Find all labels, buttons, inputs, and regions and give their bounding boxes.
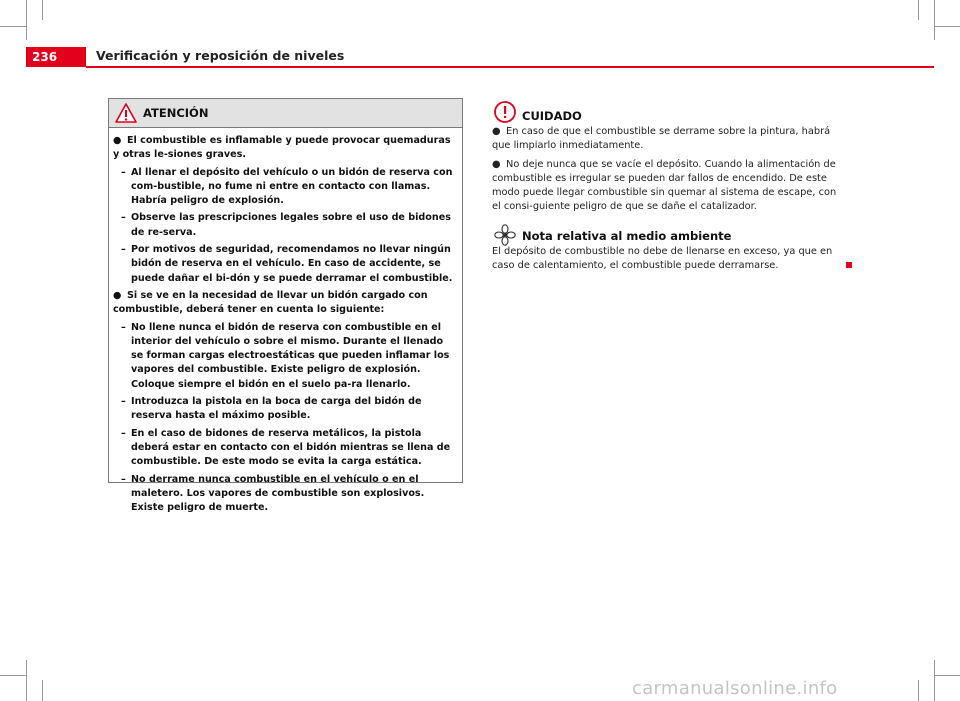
watermark: carmanualsonline.info (632, 678, 838, 699)
page-number: 236 (26, 47, 86, 67)
header-rule (86, 66, 934, 68)
warning-dash-item: – Al llenar el depósito del vehículo o un bidón de reserva con com-bustible, no fume ni entre en contacto con llamas. Habría peligro de explosión. (121, 166, 453, 207)
environment-title: Nota relativa al medio ambiente (522, 229, 732, 243)
crop-mark (934, 660, 935, 701)
crop-mark (934, 675, 960, 676)
crop-mark (0, 26, 26, 27)
crop-mark (918, 0, 919, 20)
crop-mark (26, 0, 27, 40)
caution-body (492, 125, 844, 219)
crop-mark (42, 0, 43, 20)
warning-dash-item: – No llene nunca el bidón de reserva con combustible en el interior del vehículo o sobre el mismo. Durante el llenado se forman cargas electroestáticas que pueden inflamar los vapores del combustible. Existe peligro de explosión. Coloque siempre el bidón en el suelo pa-ra llenarlo. (121, 321, 450, 390)
environment-body (492, 245, 844, 278)
caution-item: ● No deje nunca que se vacíe el depósito. Cuando la alimentación de combustible es irregular se pueden dar fallos de encendido. De este modo puede llegar combustible sin quemar al sistema de escape, con el consi-guiente peligro de que se dañe el catalizador. (492, 158, 837, 213)
crop-mark (934, 26, 960, 27)
warning-box (108, 98, 463, 514)
warning-dash-item: – En el caso de bidones de reserva metálicos, la pistola deberá estar en contacto con el bidón mientras se llena de combustible. De este modo se evita la carga estática. (121, 427, 451, 468)
environment-text: El depósito de combustible no debe de llenarse en exceso, ya que en caso de calentamiento, el combustible puede derramarse. (492, 246, 833, 272)
crop-mark (918, 680, 919, 701)
warning-dash-item: – No derrame nunca combustible en el vehículo o en el maletero. Los vapores de combustible son explosivos. Existe peligro de muerte. (121, 473, 425, 514)
crop-mark (26, 660, 27, 701)
warning-bullet: ● El combustible es inflamable y puede provocar quemaduras y otras le-siones graves. (113, 135, 451, 161)
crop-mark (0, 675, 26, 676)
warning-header (109, 99, 462, 128)
crop-mark (42, 680, 43, 701)
warning-body (109, 128, 462, 515)
page-title: Verificación y reposición de niveles (96, 48, 345, 63)
warning-dash-item: – Introduzca la pistola en la boca de carga del bidón de reserva hasta el máximo posible. (121, 396, 422, 422)
warning-title: ATENCIÓN (143, 106, 209, 120)
warning-dash-item: – Observe las prescripciones legales sobre el uso de bidones de re-serva. (121, 212, 451, 238)
warning-bullet: ● Si se ve en la necesidad de llevar un bidón cargado con combustible, deberá tener en cuenta lo siguiente: (113, 289, 428, 316)
warning-triangle-icon (115, 103, 137, 127)
caution-icon (494, 101, 516, 127)
section-end-mark (846, 262, 852, 268)
warning-dash-item: – Por motivos de seguridad, recomendamos no llevar ningún bidón de reserva en el vehículo. En caso de accidente, se puede dañar el bi-dón y se puede derramar el combustible. (121, 244, 453, 284)
crop-mark (934, 0, 935, 40)
caution-title: CUIDADO (522, 109, 582, 123)
caution-item: ● En caso de que el combustible se derrame sobre la pintura, habrá que limpiarlo inmediatamente. (492, 126, 831, 152)
